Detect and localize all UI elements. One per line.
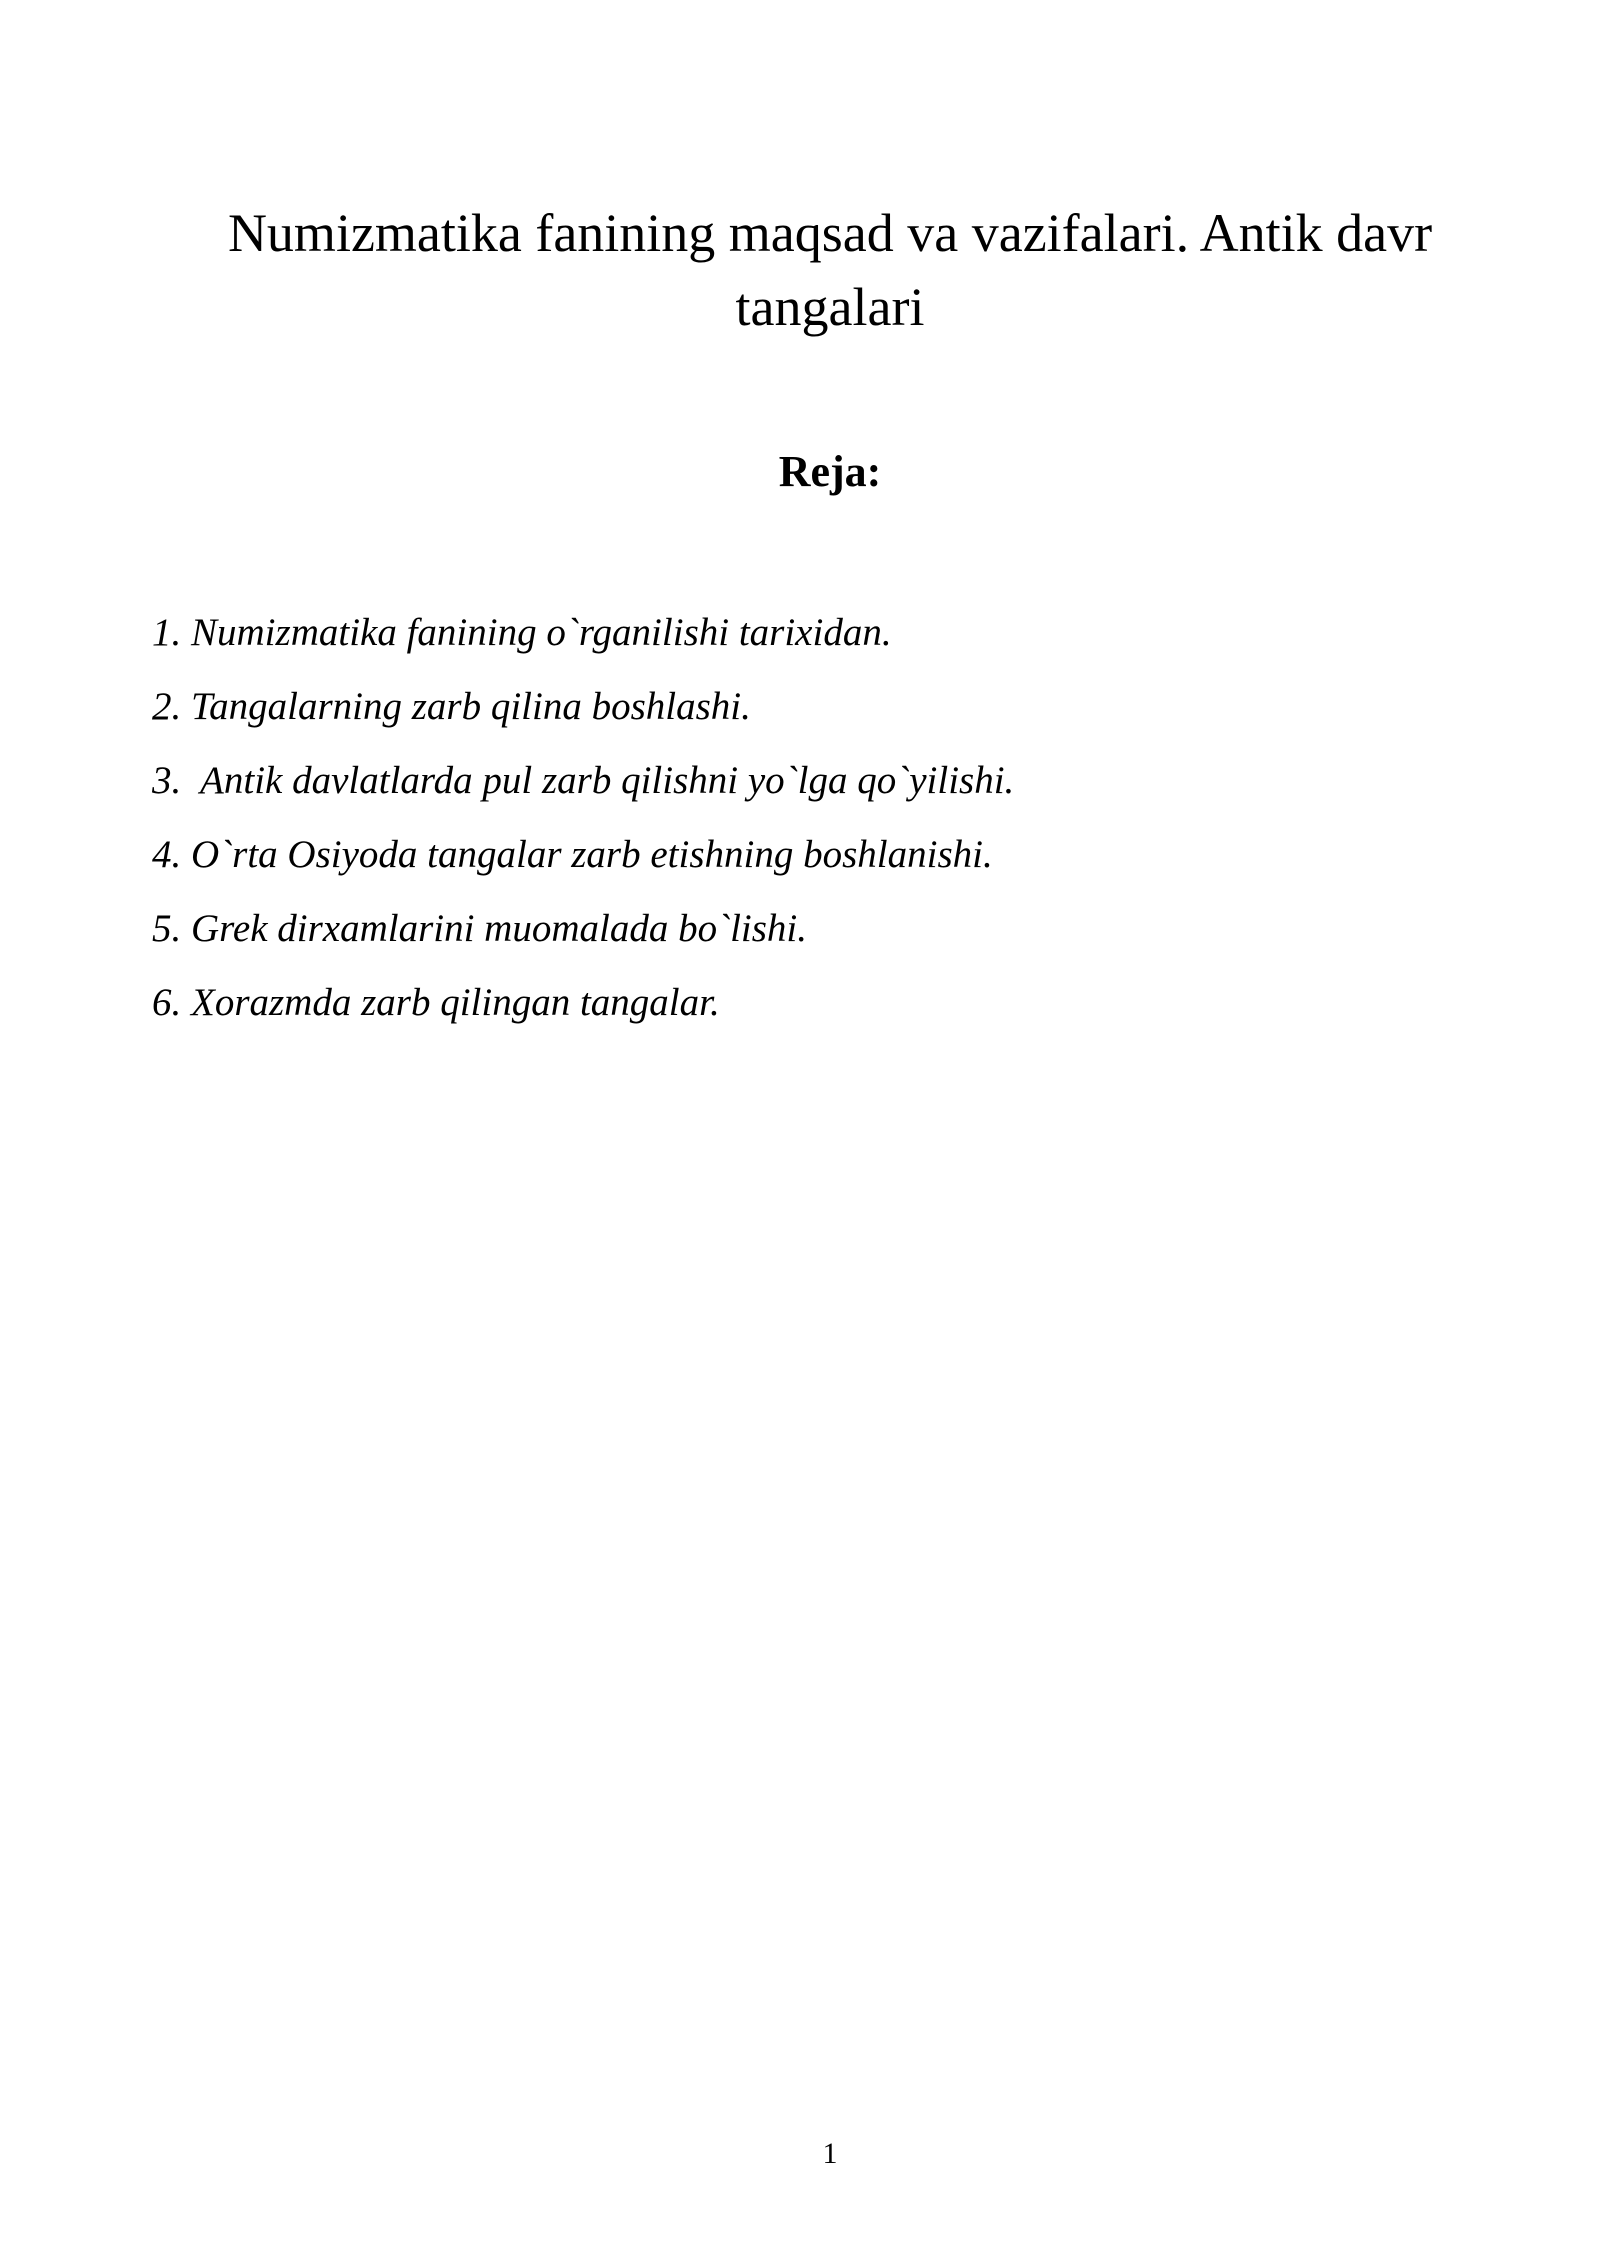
page-number: 1: [822, 2137, 838, 2170]
plan-item: 4. O`rta Osiyoda tangalar zarb etishning boshlanishi.: [152, 833, 993, 876]
plan-item: 2. Tangalarning zarb qilina boshlashi.: [152, 685, 751, 728]
plan-item: 1. Numizmatika fanining o`rganilishi tarixidan.: [152, 611, 892, 654]
plan-item: 5. Grek dirxamlarini muomalada bo`lishi.: [152, 907, 808, 950]
document-title: Numizmatika fanining maqsad va vazifalari. Antik davr tangalari: [227, 203, 1433, 337]
plan-item: 3. Antik davlatlarda pul zarb qilishni yo`lga qo`yilishi.: [152, 759, 1015, 802]
plan-heading: Reja:: [778, 447, 882, 496]
plan-list: [152, 596, 1014, 1040]
plan-item: 6. Xorazmda zarb qilingan tangalar.: [152, 981, 720, 1024]
